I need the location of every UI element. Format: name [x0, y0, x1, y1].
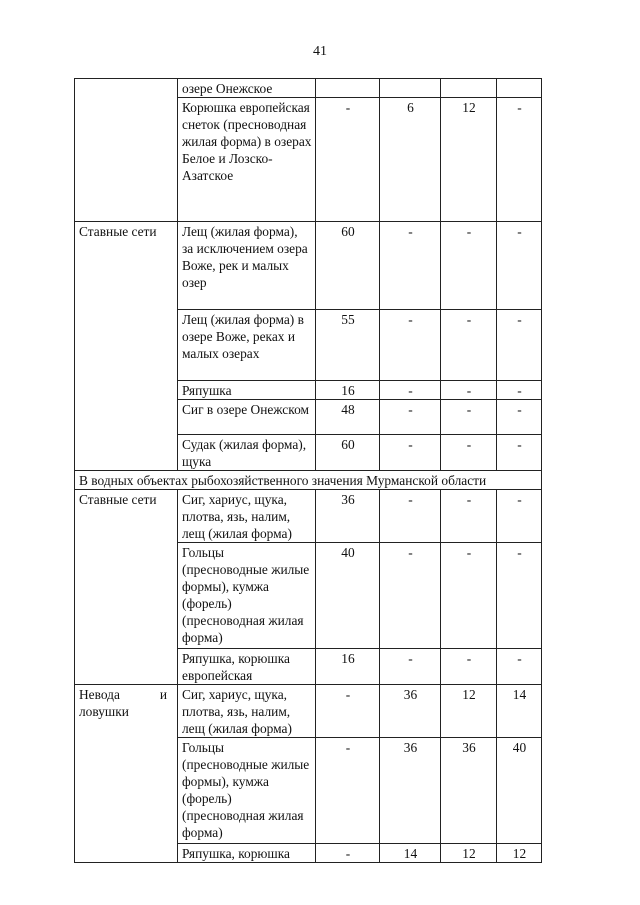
value-cell: -	[380, 543, 441, 649]
value-cell: -	[497, 310, 542, 381]
value-cell: 48	[316, 400, 380, 435]
species-cell: Ряпушка, корюшка европейская	[178, 649, 316, 685]
value-cell: 16	[316, 381, 380, 400]
value-cell: -	[441, 649, 497, 685]
region-heading: В водных объектах рыбохозяйственного значения Мурманской области	[75, 471, 542, 490]
value-cell: -	[497, 649, 542, 685]
value-cell	[316, 79, 380, 98]
value-cell: -	[441, 310, 497, 381]
table-row	[75, 79, 542, 98]
value-cell: -	[497, 400, 542, 435]
value-cell: -	[441, 543, 497, 649]
gear-cell: Ставные сети	[75, 222, 178, 471]
table-row	[75, 471, 542, 490]
species-cell: озере Онежское	[178, 79, 316, 98]
page-number: 41	[313, 44, 327, 59]
value-cell: -	[497, 222, 542, 310]
species-cell: Гольцы (пресноводные жилые формы), кумжа (форель) (пресноводная жилая форма)	[178, 738, 316, 844]
value-cell: -	[497, 543, 542, 649]
value-cell: 60	[316, 435, 380, 471]
value-cell: -	[316, 98, 380, 222]
species-cell: Ряпушка	[178, 381, 316, 400]
value-cell: -	[380, 310, 441, 381]
value-cell: 6	[380, 98, 441, 222]
value-cell: 40	[497, 738, 542, 844]
value-cell: -	[380, 381, 441, 400]
value-cell: 36	[380, 685, 441, 738]
value-cell: 14	[497, 685, 542, 738]
table-row	[75, 685, 542, 738]
species-cell: Лещ (жилая форма) в озере Воже, реках и малых озерах	[178, 310, 316, 381]
value-cell: 16	[316, 649, 380, 685]
species-cell: Корюшка европейская снеток (пресноводная жилая форма) в озерах Белое и Лозско-Азатское	[178, 98, 316, 222]
value-cell: -	[497, 490, 542, 543]
value-cell: 36	[380, 738, 441, 844]
value-cell: -	[497, 435, 542, 471]
value-cell: -	[380, 435, 441, 471]
value-cell	[441, 79, 497, 98]
table-row	[75, 490, 542, 543]
value-cell: -	[316, 844, 380, 863]
value-cell: 12	[441, 685, 497, 738]
species-cell: Гольцы (пресноводные жилые формы), кумжа (форель) (пресноводная жилая форма)	[178, 543, 316, 649]
species-cell: Лещ (жилая форма), за исключением озера Воже, рек и малых озер	[178, 222, 316, 310]
species-cell: Ряпушка, корюшка	[178, 844, 316, 863]
value-cell: -	[497, 381, 542, 400]
value-cell: -	[441, 400, 497, 435]
value-cell: 36	[316, 490, 380, 543]
value-cell: -	[441, 435, 497, 471]
value-cell: 36	[441, 738, 497, 844]
value-cell: -	[441, 490, 497, 543]
value-cell: 12	[441, 98, 497, 222]
gear-cell	[75, 685, 178, 863]
value-cell: -	[441, 222, 497, 310]
gear-cell: Ставные сети	[75, 490, 178, 685]
fishing-regulations-table	[74, 78, 542, 863]
value-cell	[380, 79, 441, 98]
species-cell: Сиг в озере Онежском	[178, 400, 316, 435]
gear-cell	[75, 79, 178, 222]
value-cell: 12	[497, 844, 542, 863]
value-cell: -	[441, 381, 497, 400]
value-cell: 12	[441, 844, 497, 863]
value-cell: 60	[316, 222, 380, 310]
species-cell: Сиг, хариус, щука, плотва, язь, налим, лещ (жилая форма)	[178, 685, 316, 738]
value-cell: -	[380, 490, 441, 543]
value-cell: 14	[380, 844, 441, 863]
value-cell: 40	[316, 543, 380, 649]
value-cell: -	[497, 98, 542, 222]
value-cell: -	[380, 222, 441, 310]
species-cell: Судак (жилая форма), щука	[178, 435, 316, 471]
value-cell	[497, 79, 542, 98]
gear-label: Невода и ловушки	[79, 687, 167, 719]
value-cell: -	[380, 649, 441, 685]
table-row	[75, 222, 542, 310]
value-cell: -	[380, 400, 441, 435]
species-cell: Сиг, хариус, щука, плотва, язь, налим, лещ (жилая форма)	[178, 490, 316, 543]
value-cell: 55	[316, 310, 380, 381]
value-cell: -	[316, 738, 380, 844]
value-cell: -	[316, 685, 380, 738]
